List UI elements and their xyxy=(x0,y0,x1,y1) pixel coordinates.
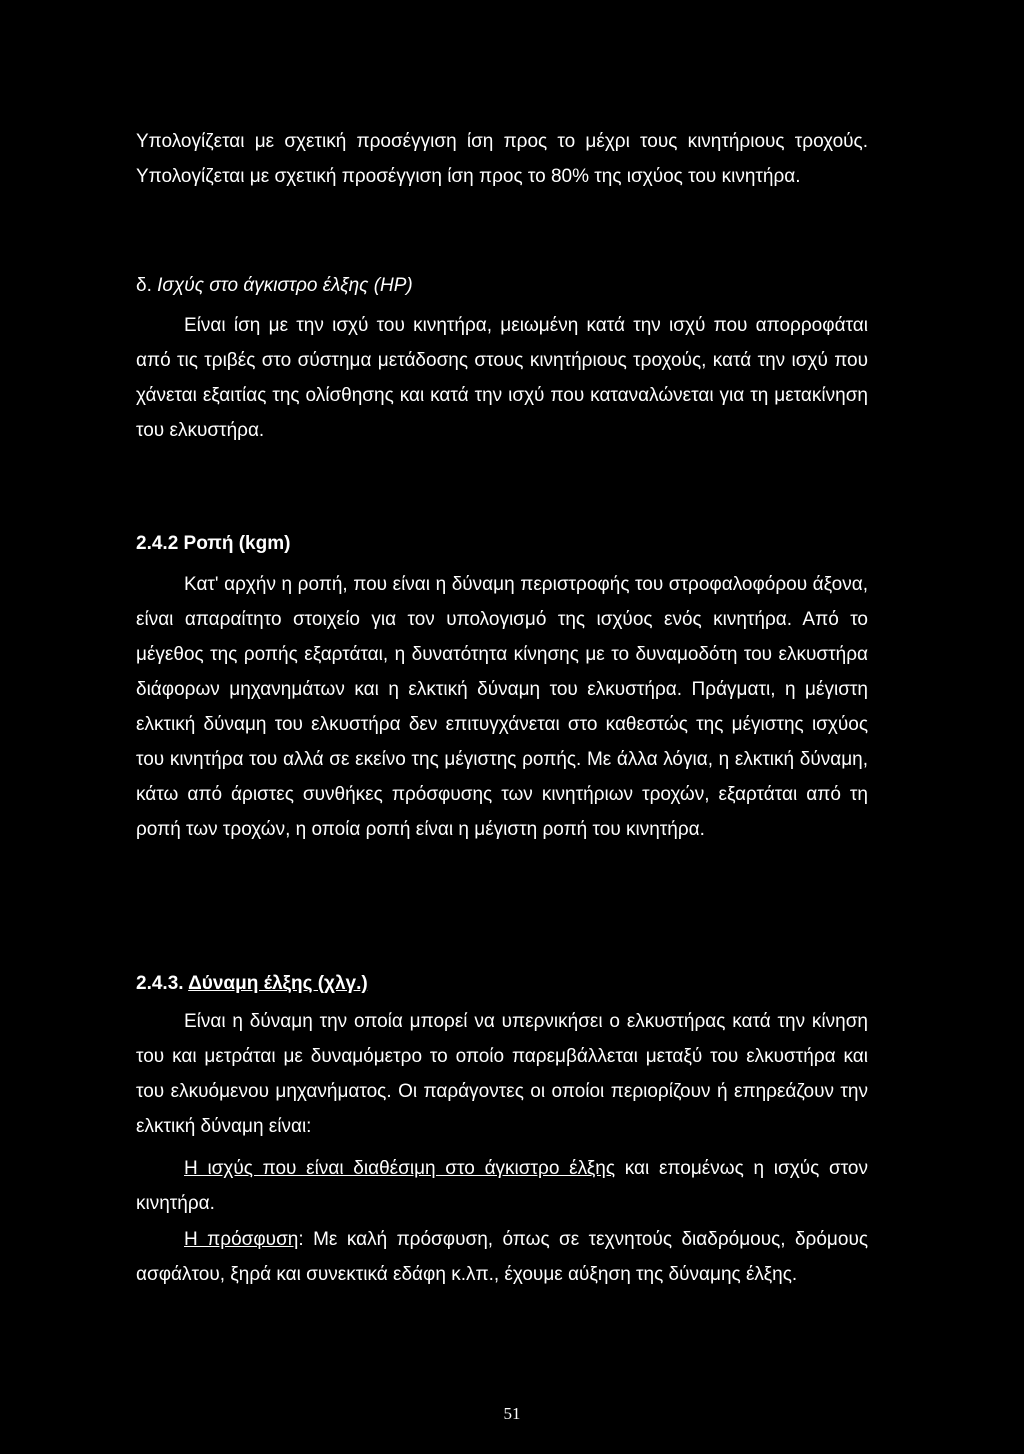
factor-term: Η ισχύς που είναι διαθέσιμη στο άγκιστρο έλξης xyxy=(184,1158,616,1179)
section-title: Ισχύς στο άγκιστρο έλξης (HP) xyxy=(157,275,413,296)
section-heading-2-4-2: 2.4.2 Ροπή (kgm) xyxy=(136,533,291,554)
page-number: 51 xyxy=(503,1404,521,1423)
paragraph-hook-power: Είναι ίση με την ισχύ του κινητήρα, μειωμένη κατά την ισχύ που απορροφάται από τις τριβές στο σύστημα μετάδοσης στους κινητήριους τροχούς, κατά την ισχύ που χάνεται εξαιτίας της ολίσθησης και κατά την ισχύ που καταναλώνεται για τη μετακίνηση του ελκυστήρα. xyxy=(136,315,868,441)
section-prefix: δ. xyxy=(136,275,152,296)
factor-text: : Με καλή πρόσφυση, όπως σε τεχνητούς διαδρόμους, δρόμους ασφάλτου, ξηρά και συνεκτικά εδάφη κ.λπ., έχουμε αύξηση της δύναμης έλξης. xyxy=(136,1229,868,1285)
section-number: 2.4.3. xyxy=(136,973,184,994)
paragraph-intro: Υπολογίζεται με σχετική προσέγγιση ίση προς το μέχρι τους κινητήριους τροχούς. Υπολογίζεται με σχετική προσέγγιση ίση προς το 80% της ισχύος του κινητήρα. xyxy=(136,131,868,187)
paragraph-factor-power xyxy=(136,1151,868,1221)
paragraph-drawbar-force: Είναι η δύναμη την οποία μπορεί να υπερνικήσει ο ελκυστήρας κατά την κίνηση του και μετράται με δυναμόμετρο το οποίο παρεμβάλλεται μεταξύ του ελκυστήρα και του ελκυόμενου μηχανήματος. Οι παράγοντες οι οποίοι περιορίζουν ή επηρεάζουν την ελκτική δύναμη είναι: xyxy=(136,1011,868,1137)
paragraph-factor-traction xyxy=(136,1222,868,1292)
section-heading-d xyxy=(136,268,413,303)
factor-term: Η πρόσφυση xyxy=(184,1229,299,1250)
section-title: Δύναμη έλξης (χλγ.) xyxy=(188,973,368,994)
section-heading-2-4-3 xyxy=(136,966,368,1001)
factor-text: και επομένως η ισχύς στον κινητήρα. xyxy=(136,1158,869,1214)
paragraph-torque: Κατ' αρχήν η ροπή, που είναι η δύναμη περιστροφής του στροφαλοφόρου άξονα, είναι απαραίτητο στοιχείο για τον υπολογισμό της ισχύος ενός κινητήρα. Από το μέγεθος της ροπής εξαρτάται, η δυνατότητα κίνησης με το δυναμοδότη του ελκυστήρα διάφορων μηχανημάτων και η ελκτική δύναμη του ελκυστήρα. Πράγματι, η μέγιστη ελκτική δύναμη του ελκυστήρα δεν επιτυγχάνεται στο καθεστώς της μέγιστης ισχύος του κινητήρα του αλλά σε εκείνο της μέγιστης ροπής. Με άλλα λόγια, η ελκτική δύναμη, κάτω από άριστες συνθήκες πρόσφυσης των κινητήριων τροχών, εξαρτάται από τη ροπή των τροχών, η οποία ροπή είναι η μέγιστη ροπή του κινητήρα. xyxy=(136,574,868,840)
